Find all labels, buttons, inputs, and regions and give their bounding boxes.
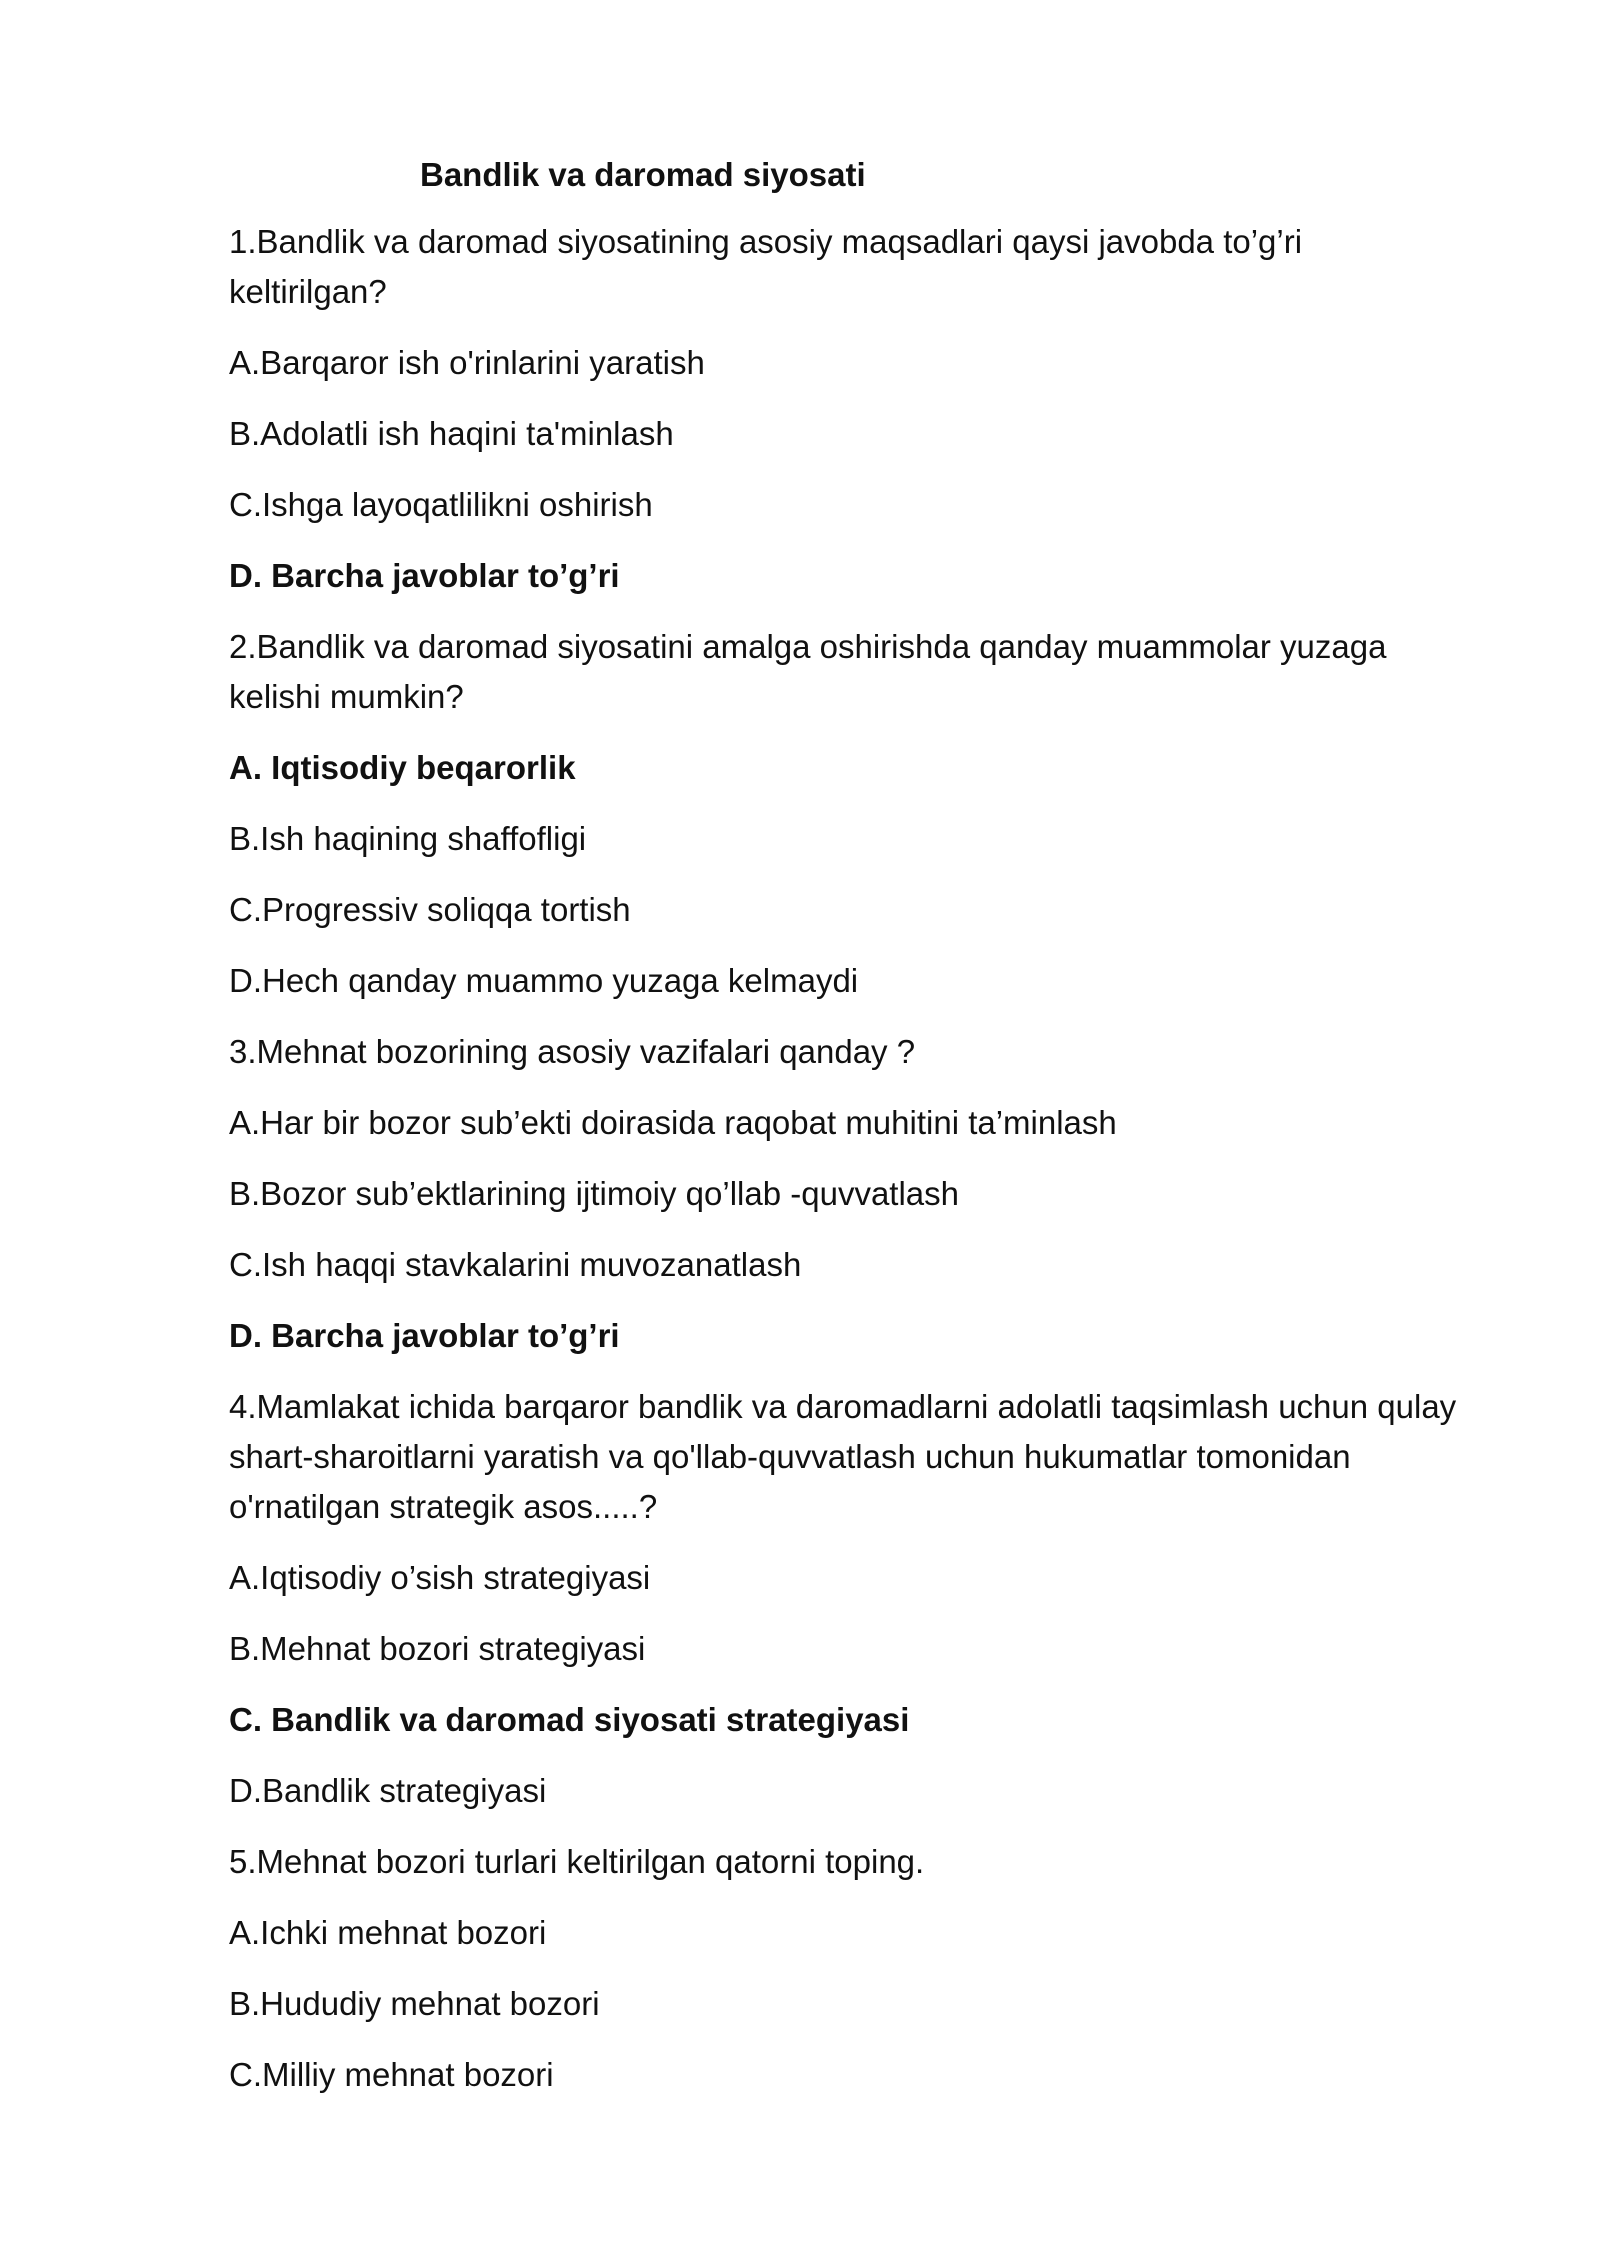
- question-5-option-a: A.Ichki mehnat bozori: [229, 1914, 547, 1951]
- question-3-option-d: D. Barcha javoblar to’g’ri: [229, 1317, 620, 1354]
- question-4-option-b: B.Mehnat bozori strategiyasi: [229, 1630, 646, 1667]
- document-title: Bandlik va daromad siyosati: [420, 156, 866, 193]
- question-4: 4.Mamlakat ichida barqaror bandlik va daromadlarni adolatli taqsimlash uchun qulay shart-sharoitlarni yaratish va qo'llab-quvvatlash uchun hukumatlar tomonidan o'rnatilgan strategik asos.....?: [229, 1388, 1457, 1525]
- question-2-option-b: B.Ish haqining shaffofligi: [229, 820, 587, 857]
- question-5: 5.Mehnat bozori turlari keltirilgan qatorni toping.: [229, 1843, 925, 1880]
- question-3-option-a: A.Har bir bozor sub’ekti doirasida raqobat muhitini ta’minlash: [229, 1104, 1117, 1141]
- question-5-option-c: C.Milliy mehnat bozori: [229, 2056, 554, 2093]
- question-4-option-a: A.Iqtisodiy o’sish strategiyasi: [229, 1559, 651, 1596]
- question-2-option-d: D.Hech qanday muammo yuzaga kelmaydi: [229, 962, 859, 999]
- question-3-option-c: C.Ish haqqi stavkalarini muvozanatlash: [229, 1246, 802, 1283]
- question-3: 3.Mehnat bozorining asosiy vazifalari qanday ?: [229, 1033, 916, 1070]
- question-4-option-d: D.Bandlik strategiyasi: [229, 1772, 547, 1809]
- question-4-option-c: C. Bandlik va daromad siyosati strategiyasi: [229, 1701, 910, 1738]
- document-page: [229, 150, 1459, 2121]
- question-2-option-c: C.Progressiv soliqqa tortish: [229, 891, 631, 928]
- question-1-option-a: A.Barqaror ish o'rinlarini yaratish: [229, 344, 705, 381]
- question-2-option-a: A. Iqtisodiy beqarorlik: [229, 749, 576, 786]
- question-1-option-b: B.Adolatli ish haqini ta'minlash: [229, 415, 674, 452]
- question-1-option-d: D. Barcha javoblar to’g’ri: [229, 557, 620, 594]
- question-3-option-b: B.Bozor sub’ektlarining ijtimoiy qo’llab -quvvatlash: [229, 1175, 960, 1212]
- question-1: 1.Bandlik va daromad siyosatining asosiy maqsadlari qaysi javobda to’g’ri keltirilgan?: [229, 223, 1303, 310]
- question-2: 2.Bandlik va daromad siyosatini amalga oshirishda qanday muammolar yuzaga kelishi mumkin?: [229, 628, 1387, 715]
- question-1-option-c: C.Ishga layoqatlilikni oshirish: [229, 486, 653, 523]
- question-5-option-b: B.Hududiy mehnat bozori: [229, 1985, 600, 2022]
